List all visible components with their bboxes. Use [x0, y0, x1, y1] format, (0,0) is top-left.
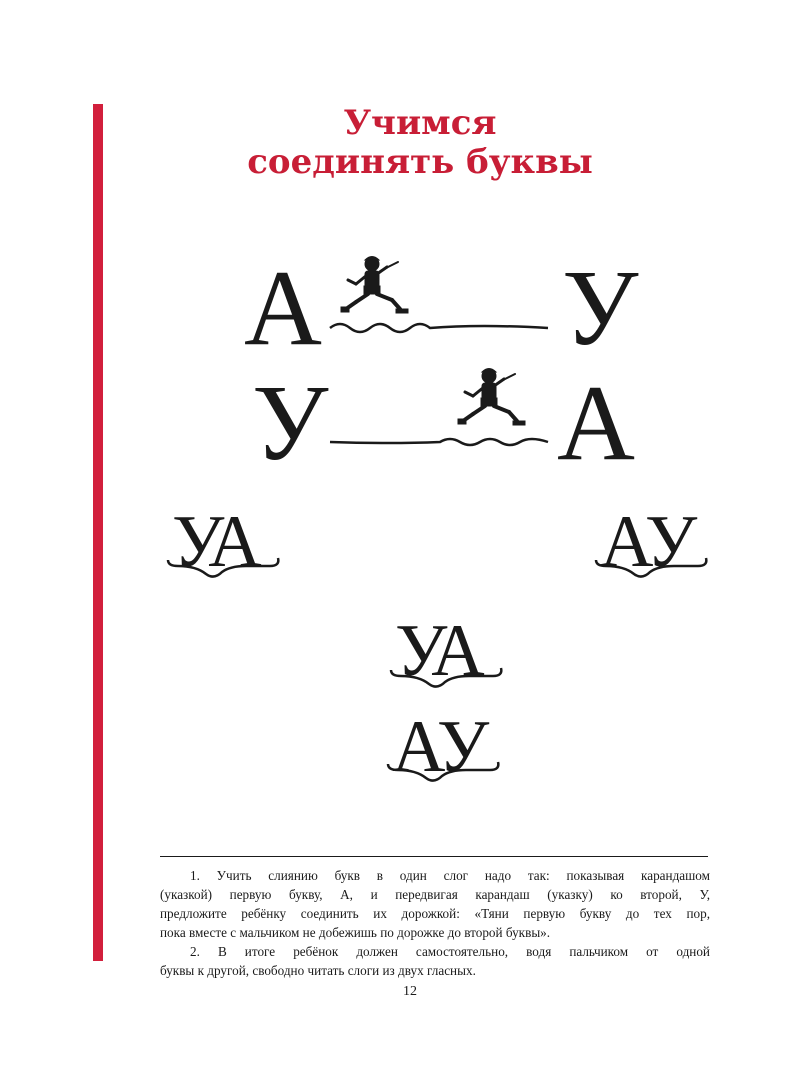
syllable-au-right: АУ [600, 501, 696, 583]
syllable-au-center: АУ [392, 706, 488, 788]
running-boy-icon [455, 366, 535, 428]
footnote-rule [160, 856, 708, 857]
note-1-line-4: пока вместе с мальчиком не добежишь по дорожке до второй буквы». [160, 925, 551, 940]
wavy-path-row2 [330, 432, 550, 454]
red-margin-bar [93, 104, 103, 961]
curly-arc-icon [386, 760, 506, 786]
letter-a-row2: А [557, 364, 635, 483]
curly-arc-icon [166, 556, 286, 582]
page-title-line-2: соединять буквы [247, 142, 593, 182]
curly-arc-icon [389, 666, 509, 692]
running-boy-icon [338, 254, 418, 316]
syllable-ua-left: УА [172, 501, 260, 583]
wavy-path-row1 [330, 316, 550, 338]
note-2-line-2: буквы к другой, свободно читать слоги из двух гласных. [160, 963, 476, 978]
letter-u-row2: У [252, 364, 329, 483]
page-number: 12 [403, 984, 417, 999]
curly-arc-icon [594, 556, 714, 582]
note-1-line-1: 1. Учить слиянию букв в один слог надо так: показывая карандашом [190, 868, 710, 883]
syllable-ua-center: УА [395, 610, 483, 692]
note-1-line-3: предложите ребёнку соединить их дорожкой: «Тяни первую букву до тех пор, [160, 906, 710, 921]
letter-a-row1: А [244, 249, 322, 368]
note-1-line-2: (указкой) первую букву, А, и передвигая карандаш (указку) ко второй, У, [160, 887, 710, 902]
letter-u-row1: У [562, 249, 639, 368]
note-2-line-1: 2. В итоге ребёнок должен самостоятельно, водя пальчиком от одной [190, 944, 710, 959]
page-title-line-1: Учимся [343, 103, 497, 143]
